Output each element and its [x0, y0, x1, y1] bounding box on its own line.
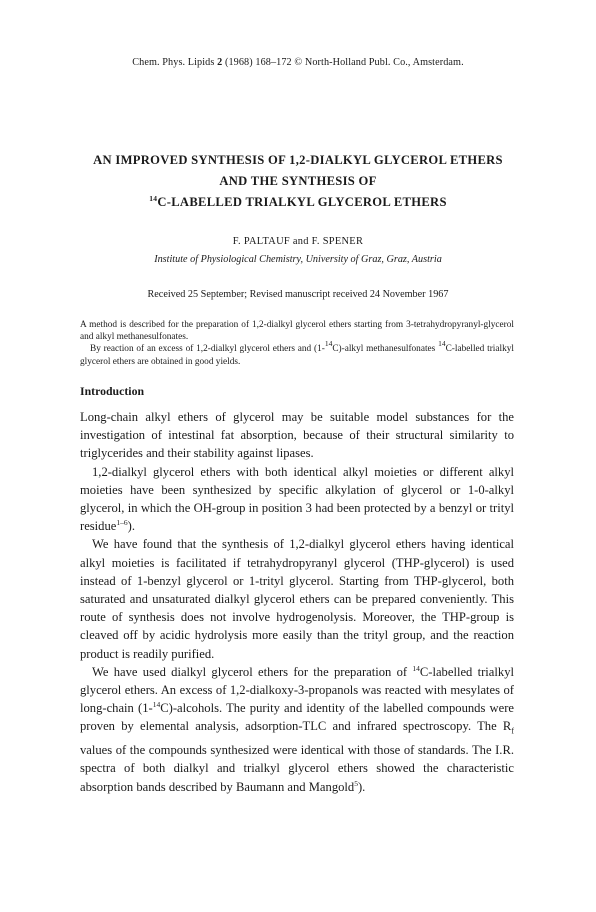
- abstract-text: C)-alkyl methanesulfonates: [332, 344, 439, 355]
- title-line-1: AN IMPROVED SYNTHESIS OF 1,2-DIALKYL GLYCEROL ETHERS: [93, 153, 503, 167]
- title-line-3: [40, 192, 556, 213]
- isotope-superscript: 14: [324, 339, 333, 349]
- citation-volume: 2: [217, 57, 223, 68]
- body-text-run: 1,2-dialkyl glycerol ethers with both identical alkyl moieties or different alkyl moieties have been synthesized by specific alkylation of glycerol or 1-0-alkyl glycerol, in which the OH-group in position 3 had been protected by a benzyl or trityl residue: [80, 464, 514, 534]
- body-text-run: ).: [357, 779, 366, 794]
- abstract-paragraph-1: A method is described for the preparation of 1,2-dialkyl glycerol ethers starting from 3-tetrahydropyranyl-glycerol and alkyl methanesulfonates.: [80, 320, 514, 343]
- reference-superscript: 5: [354, 778, 358, 788]
- body-text-run: C-labelled trialkyl glycerol ethers. An excess of 1,2-dialkoxy-3-propanols was reacted with mesylates of long-chain (1-: [80, 664, 514, 716]
- body-text: [80, 408, 514, 796]
- title-line-3-text: C-LABELLED TRIALKYL GLYCEROL ETHERS: [157, 195, 447, 209]
- journal-citation: [0, 57, 596, 68]
- rf-subscript: f: [511, 726, 514, 736]
- abstract-paragraph-2: [80, 339, 514, 367]
- isotope-superscript: 14: [152, 700, 161, 710]
- citation-journal: Chem. Phys. Lipids: [132, 57, 215, 68]
- received-date: Received 25 September; Revised manuscript received 24 November 1967: [147, 289, 449, 300]
- body-text-run: We have used dialkyl glycerol ethers for the preparation of: [92, 664, 413, 679]
- authors: F. PALTAUF and F. SPENER: [232, 236, 364, 247]
- title-line-2: AND THE SYNTHESIS OF: [219, 174, 377, 188]
- citation-rest: (1968) 168–172 © North-Holland Publ. Co., Amsterdam.: [224, 57, 464, 68]
- isotope-superscript: 14: [412, 663, 420, 673]
- abstract: [80, 319, 514, 368]
- abstract-text: C-labelled trialkyl glycerol ethers are obtained in good yields.: [80, 344, 514, 367]
- isotope-superscript: 14: [149, 194, 158, 203]
- body-paragraph-2: [80, 463, 514, 536]
- article-title: [40, 150, 556, 213]
- affiliation: Institute of Physiological Chemistry, University of Graz, Graz, Austria: [154, 254, 442, 265]
- abstract-text: By reaction of an excess of 1,2-dialkyl glycerol ethers and (1-: [90, 344, 325, 355]
- body-text-run: ).: [127, 519, 135, 534]
- body-text-run: C)-alcohols. The purity and identity of the labelled compounds were proven by elemental analysis, adsorption-TLC and infrared spectroscopy. The R: [80, 701, 514, 734]
- reference-superscript: 1–6: [116, 518, 128, 528]
- body-paragraph-1: Long-chain alkyl ethers of glycerol may be suitable model substances for the investigation of intestinal fat absorption, because of their structural similarity to triglycerides and their stability against lipases.: [80, 410, 514, 461]
- isotope-superscript: 14: [438, 339, 446, 349]
- body-text-run: values of the compounds synthesized were identical with those of standards. The I.R. spectra of both dialkyl and trialkyl glycerol ethers showed the characteristic absorption bands described by Baumann and Mangold: [80, 743, 514, 794]
- body-paragraph-3: We have found that the synthesis of 1,2-dialkyl glycerol ethers having identical alkyl moieties is facilitated if tetrahydropyranyl glycerol (THP-glycerol) is used instead of 1-benzyl glycerol or 1-trityl glycerol. Starting from THP-glycerol, both saturated and unsaturated dialkyl glycerol ethers can be prepared conveniently. This route of synthesis does not involve hydrogenolysis. Moreover, the THP-group is cleaved off by acidic hydrolysis more easily than the trityl group, and the reaction product is readily purified.: [80, 537, 514, 661]
- section-heading: Introduction: [80, 384, 145, 398]
- body-paragraph-4: [80, 663, 514, 796]
